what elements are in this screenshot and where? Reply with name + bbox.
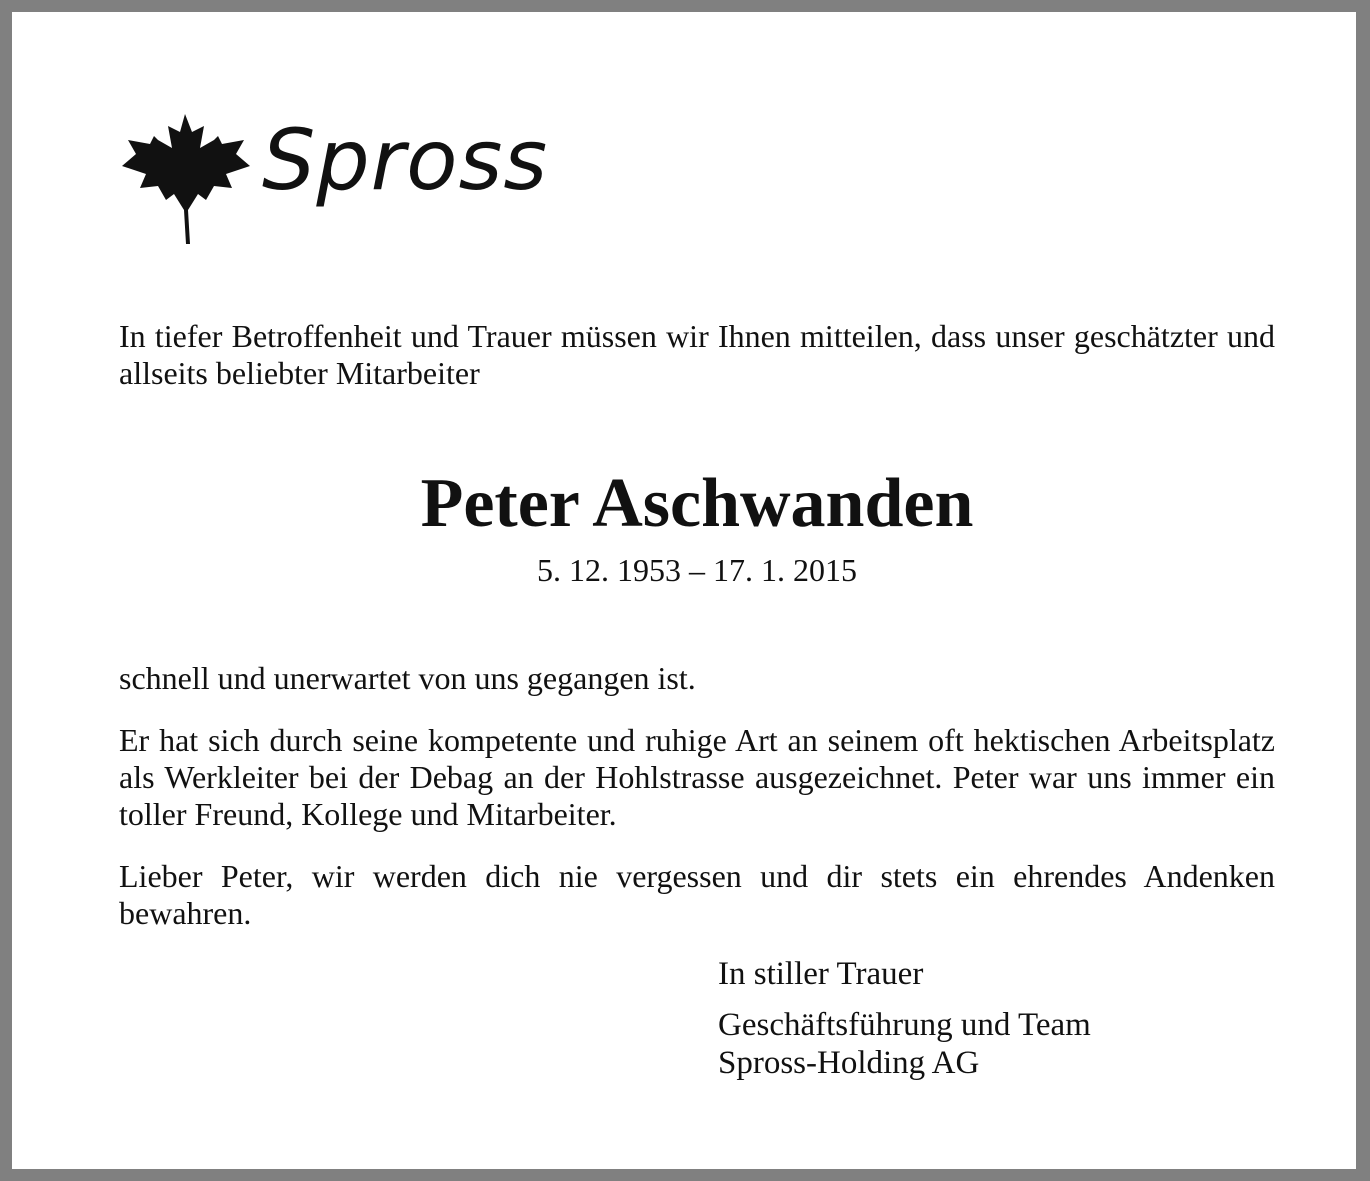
passed-text: schnell und unerwartet von uns gegangen ist. — [119, 660, 696, 696]
intro-text: In tiefer Betroffenheit und Trauer müssen wir Ihnen mitteilen, dass unser geschätzter und allseits beliebter Mitarbeiter — [119, 318, 1275, 391]
deceased-name: Peter Aschwanden — [420, 465, 974, 542]
farewell-paragraph: Lieber Peter, wir werden dich nie vergessen und dir stets ein ehrendes Andenken bewahren. — [119, 858, 1275, 931]
signoff-signature — [718, 1006, 1091, 1082]
spross-logo — [118, 112, 548, 248]
tribute-paragraph: Er hat sich durch seine kompetente und ruhige Art an seinem oft hektischen Arbeitsplatz als Werkleiter bei der Debag an der Hohlstrasse ausgezeichnet. Peter war uns immer ein toller Freund, Kollege und Mitarbeiter. — [119, 722, 1275, 832]
logo-wordmark: Spross — [262, 111, 549, 209]
life-dates: 5. 12. 1953 – 17. 1. 2015 — [537, 552, 857, 588]
maple-leaf-icon — [118, 114, 252, 244]
signoff-team: Geschäftsführung und Team — [718, 1007, 1091, 1043]
signoff-greeting: In stiller Trauer — [718, 956, 924, 992]
signoff-company: Spross-Holding AG — [718, 1045, 980, 1081]
